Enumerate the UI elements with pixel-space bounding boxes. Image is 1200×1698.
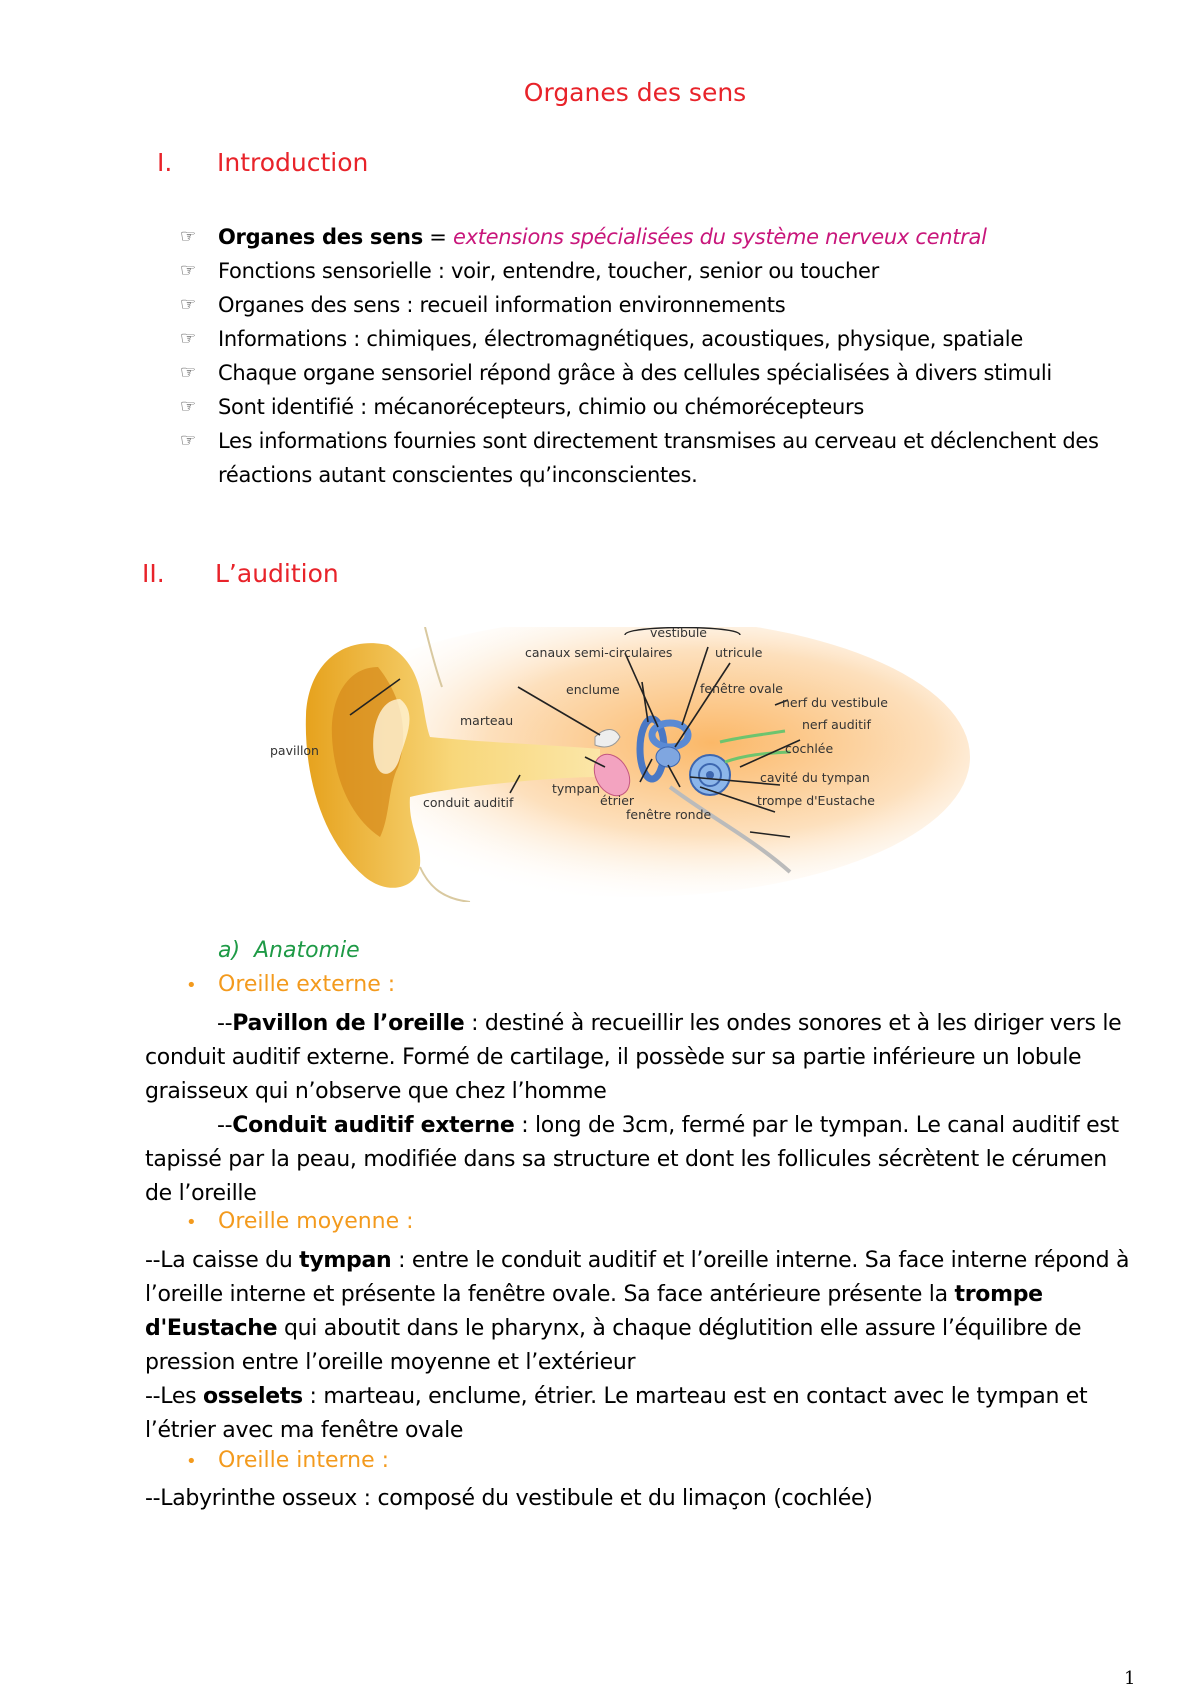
vestibule-shape [656,747,680,767]
label-cochlee: cochlée [785,741,834,756]
bullet-text: Organes des sens : recueil information environnements [218,293,786,317]
subsection-title: Anatomie [254,938,360,963]
paragraph-text: : entre le conduit auditif et l’oreille interne. Sa face interne répond à l’oreille interne et présente la fenêtre ovale. Sa face antérieure présente la [145,1248,1130,1307]
pointing-hand-icon: ☞ [180,294,196,315]
subsection-label: a) [218,938,241,963]
label-fenetre-ovale: fenêtre ovale [700,681,784,696]
list-item [180,322,1140,356]
label-pavillon: pavillon [270,743,319,758]
label-utricule: utricule [715,645,763,660]
bold-term: osselets [202,1384,303,1409]
paragraph-text: : destiné à recueillir les ondes sonores et à les diriger vers le conduit auditif externe. Formé de cartilage, il possède sur sa partie inférieure un lobule graisseux qui n’observe que chez l’homme [145,1011,1122,1104]
label-vestibule: vestibule [650,627,707,640]
equals-text: = [422,225,453,249]
bold-term: trompe d'Eustache [145,1282,1043,1341]
dash-text: -- [217,1011,233,1036]
heading-text: Oreille moyenne : [218,1209,414,1234]
bullet-dot-icon: • [186,1451,197,1472]
paragraph-labyrinthe [145,1482,1135,1516]
bullet-text: Sont identifié : mécanorécepteurs, chimio ou chémorécepteurs [218,395,865,419]
label-tympan: tympan [552,781,600,796]
list-item [180,390,1140,424]
pointing-hand-icon: ☞ [180,430,196,451]
paragraph-pavillon [145,1007,1135,1109]
paragraph-text: : marteau, enclume, étrier. Le marteau est en contact avec le tympan et l’étrier avec ma fenêtre ovale [145,1384,1088,1443]
bold-term: Conduit auditif externe [232,1113,515,1138]
label-etrier: étrier [600,793,635,808]
label-canaux-semi-circulaires: canaux semi-circulaires [525,645,673,660]
list-item [180,220,1140,254]
paragraph-text: --Les [145,1384,203,1409]
section-title: Introduction [217,148,369,177]
paragraph-text: qui aboutit dans le pharynx, à chaque déglutition elle assure l’équilibre de pression entre l’oreille moyenne et l’extérieur [145,1316,1082,1375]
bullet-text: Chaque organe sensoriel répond grâce à des cellules spécialisées à divers stimuli [218,361,1052,385]
ear-anatomy-diagram [270,627,990,902]
section-number: II. [142,559,165,588]
label-marteau: marteau [460,713,514,728]
list-item [180,424,1140,492]
paragraph-text: : long de 3cm, fermé par le tympan. Le canal auditif est tapissé par la peau, modifiée dans sa structure et dont les follicules sécrètent le cérumen de l’oreille [145,1113,1119,1206]
label-nerf-du-vestibule: nerf du vestibule [782,695,888,710]
heading-oreille-interne [186,1448,389,1473]
bold-term: Pavillon de l’oreille [232,1011,465,1036]
label-fenetre-ronde: fenêtre ronde [626,807,712,822]
pointing-hand-icon: ☞ [180,260,196,281]
paragraph-caisse-du-tympan [145,1244,1135,1380]
bullet-text: Informations : chimiques, électromagnétiques, acoustiques, physique, spatiale [218,327,1023,351]
pointing-hand-icon: ☞ [180,226,196,247]
bold-term: tympan [299,1248,392,1273]
label-conduit-auditif: conduit auditif [423,795,514,810]
pointing-hand-icon: ☞ [180,396,196,417]
pointing-hand-icon: ☞ [180,362,196,383]
definition-text: extensions spécialisées du système nerveux central [452,225,987,249]
list-item [180,288,1140,322]
introduction-bullet-list [180,220,1140,492]
section-heading-introduction [157,148,368,177]
heading-oreille-externe [186,972,395,997]
section-number: I. [157,148,173,177]
heading-text: Oreille interne : [218,1448,390,1473]
dash-text: -- [217,1113,233,1138]
section-heading-audition [142,559,339,588]
section-title: L’audition [215,559,339,588]
bullet-dot-icon: • [186,975,197,996]
label-cavite-du-tympan: cavité du tympan [760,770,870,785]
label-trompe-d-eustache: trompe d'Eustache [757,793,875,808]
page-title: Organes des sens [523,78,747,107]
label-nerf-auditif: nerf auditif [802,717,871,732]
heading-oreille-moyenne [186,1209,414,1234]
paragraph-osselets [145,1380,1135,1448]
bullet-text: Fonctions sensorielle : voir, entendre, toucher, senior ou toucher [218,259,879,283]
page-number: 1 [1124,1668,1136,1689]
list-item [180,356,1140,390]
paragraph-text: --La caisse du [145,1248,300,1273]
label-enclume: enclume [566,682,620,697]
paragraph-conduit [145,1109,1135,1211]
subsection-heading-anatomie [218,938,360,963]
bold-term: Organes des sens [218,225,423,249]
heading-text: Oreille externe : [218,972,396,997]
pointing-hand-icon: ☞ [180,328,196,349]
bullet-dot-icon: • [186,1212,197,1233]
bullet-text: Les informations fournies sont directement transmises au cerveau et déclenchent des réactions autant conscientes qu’inconscientes. [218,429,1099,487]
paragraph-text: --Labyrinthe osseux : composé du vestibule et du limaçon (cochlée) [145,1486,873,1511]
list-item [180,254,1140,288]
